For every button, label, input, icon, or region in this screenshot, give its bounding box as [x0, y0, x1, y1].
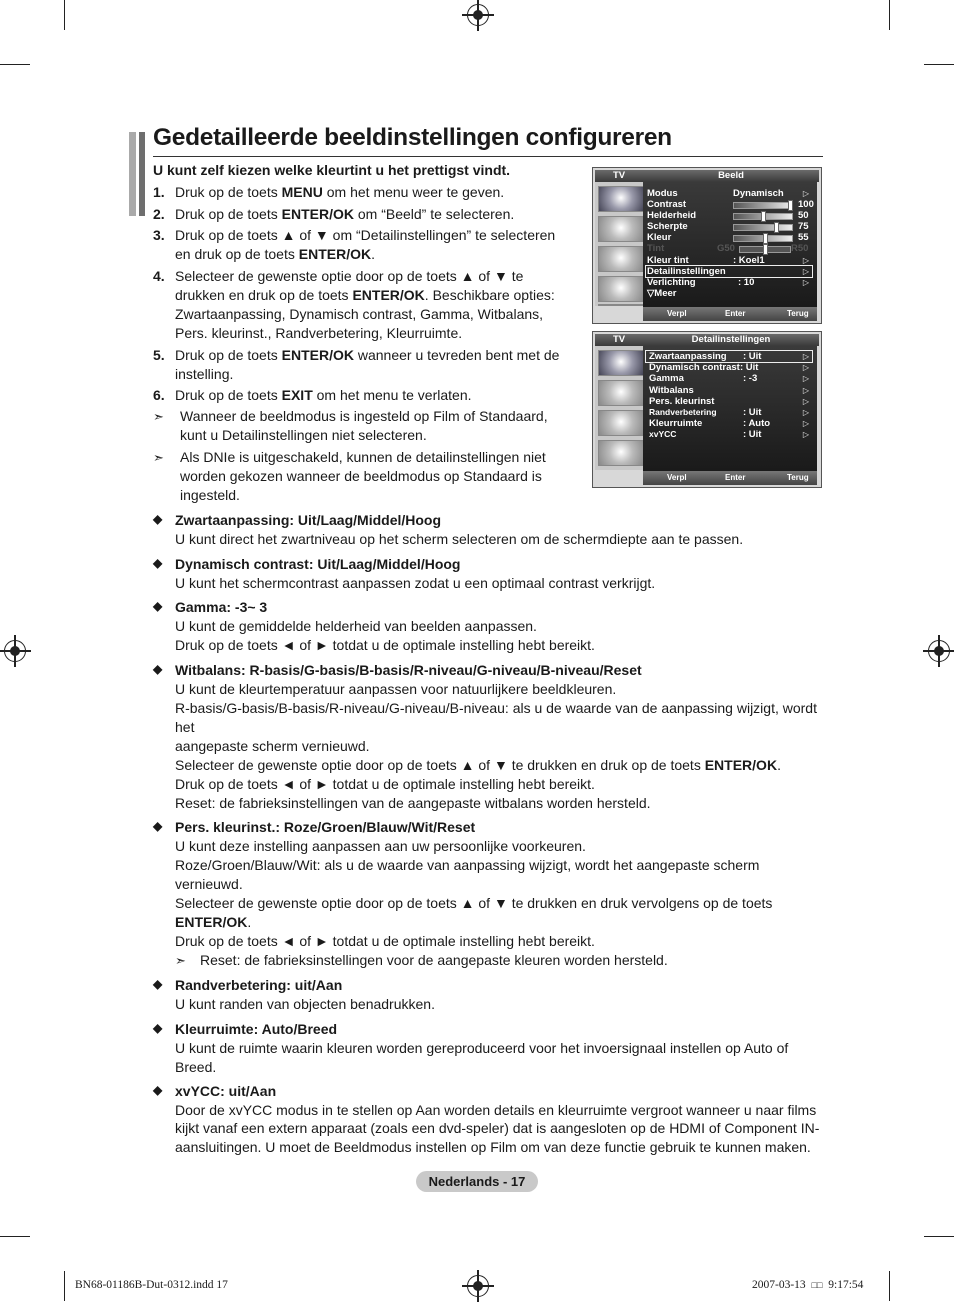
back-hint: Terug [787, 473, 809, 482]
note-item: ➣ Wanneer de beeldmodus is ingesteld op Film of Standaard, kunt u Detailinstellingen niet selecteren. [153, 408, 548, 443]
slider-knob [761, 211, 766, 222]
detail-menu-value: : Uit [740, 362, 759, 374]
registration-mark-icon [928, 640, 950, 662]
footer-date: 2007-03-13 □□ 9:17:54 [752, 1279, 864, 1291]
step-number: 6. [153, 387, 165, 403]
title-rule [153, 156, 823, 157]
move-hint: Verpl [667, 309, 687, 318]
crop-mark [924, 1236, 954, 1237]
registration-mark-icon [467, 4, 489, 26]
section-witbalans: ◆ Witbalans: R-basis/G-basis/B-basis/R-niveau/G-niveau/B-niveau/Reset U kunt de kleurtemperatuur aanpassen voor natuurlijkere beeldkleuren. R-basis/G-basis/B-basis/R-niveau/G-niveau/B-niveau: als u de waarde van de aanpassing wijzigt, wordt het aangepaste scherm vernieuwd. Selecteer de gewenste optie door op de toets ▲ of ▼ te drukken en druk op de toets ENTER/OK. Druk op de toets ◄ of ► totdat u de optimale instelling hebt bereikt. Reset: de fabrieksinstellingen van de aangepaste witbalans worden hersteld. [153, 662, 817, 811]
bullet-diamond-icon: ◆ [153, 977, 163, 991]
section-gamma: ◆ Gamma: -3~ 3 U kunt de gemiddelde helderheid van beelden aanpassen. Druk op de toets ◄ of ► totdat u de optimale instelling hebt bereikt. [153, 599, 595, 653]
bullet-diamond-icon: ◆ [153, 556, 163, 570]
slider-knob [774, 222, 779, 233]
channel-menu-icon [598, 246, 644, 272]
detail-menu-value: : Uit [743, 429, 762, 441]
submenu-arrow-icon: ▷ [802, 385, 809, 395]
section-kleurruimte: ◆ Kleurruimte: Auto/Breed U kunt de ruimte waarin kleuren worden gereproduceerd voor het invoersignaal instellen op Auto of Breed. [153, 1021, 789, 1075]
menu-screen-detailinstellingen: TV Detailinstellingen Zwartaanpassing : Uit ▷ Dynamisch contrast : Uit ▷ Gamma : -3 ▷ Witbalans ▷ Pers. kleurinst ▷ Randverbetering : Uit ▷ Kleurruimte : Auto ▷ xvYCC : Uit ▷ Verpl Enter Terug [592, 331, 822, 488]
bullet-diamond-icon: ◆ [153, 512, 163, 526]
submenu-arrow-icon: ▷ [802, 267, 809, 276]
footer-file: BN68-01186B-Dut-0312.indd 17 [75, 1279, 228, 1291]
step-item: 5. Druk op de toets ENTER/OK wanneer u tevreden bent met de instelling. [153, 347, 560, 382]
registration-mark-icon [467, 1275, 489, 1297]
section-xvycc: ◆ xvYCC: uit/Aan Door de xvYCC modus in te stellen op Aan worden details en kleurruimte vergroot wanneer u naar films kijkt vanaf een extern apparaat (zoals een dvd-speler) dat is aangesloten op de HDMI of Component IN-aansluitingen. U moet de Beeldmodus instellen op Film om van deze functie gebruik te kunnen maken. [153, 1083, 820, 1155]
submenu-arrow-icon: ▷ [802, 396, 809, 406]
back-hint: Terug [787, 309, 809, 318]
submenu-arrow-icon: ▷ [802, 430, 809, 440]
detail-menu-label: Kleurruimte [649, 418, 703, 430]
bullet-diamond-icon: ◆ [153, 1083, 163, 1097]
note-arrow-icon: ➣ [153, 409, 164, 424]
crop-mark [64, 1271, 65, 1301]
slider-knob [788, 200, 793, 211]
title-accent-bar [129, 132, 136, 216]
note-arrow-icon: ➣ [175, 953, 186, 968]
submenu-arrow-icon: ▷ [802, 278, 809, 287]
submenu-arrow-icon: ▷ [802, 256, 809, 265]
detail-menu-label: Gamma [649, 373, 684, 385]
setup-menu-icon [598, 440, 644, 466]
sound-menu-icon [598, 380, 644, 406]
step-number: 4. [153, 268, 165, 284]
menu-screen-beeld: TV Beeld Modus Dynamisch ▷ Contrast 100 Helderheid 50 Scherpte 75 Kleur 55 Tint G50 R50 Kleur tint : Koel1 ▷ Detailinstellingen ▷ Verlichting : 10 ▷ ▽Meer Verpl Enter Terug [592, 167, 822, 324]
picture-menu-icon [598, 350, 644, 376]
move-hint: Verpl [667, 473, 687, 482]
submenu-arrow-icon: ▷ [802, 189, 809, 198]
slider-knob [763, 244, 768, 255]
submenu-arrow-icon: ▷ [802, 408, 809, 417]
step-number: 5. [153, 347, 165, 363]
section-randverbetering: ◆ Randverbetering: uit/Aan U kunt randen van objecten benadrukken. [153, 977, 435, 1012]
detail-menu-label: xvYCC [649, 429, 677, 440]
crop-mark [64, 0, 65, 30]
detail-menu-label: Pers. kleurinst [649, 395, 715, 407]
crop-mark [0, 64, 30, 65]
enter-hint: Enter [725, 309, 746, 318]
channel-menu-icon [598, 410, 644, 436]
detail-menu-label: Randverbetering [649, 407, 717, 417]
detail-menu-label: Witbalans [649, 384, 694, 396]
step-number: 1. [153, 184, 165, 200]
setup-menu-icon [598, 276, 644, 302]
submenu-arrow-icon: ▷ [802, 374, 809, 384]
crop-mark [889, 1271, 890, 1301]
note-arrow-icon: ➣ [153, 450, 164, 465]
submenu-arrow-icon: ▷ [802, 419, 809, 429]
section-zwartaanpassing: ◆ Zwartaanpassing: Uit/Laag/Middel/Hoog U kunt direct het zwartniveau op het scherm selecteren om de schermdiepte aan te passen. [153, 512, 744, 547]
detail-menu-value: : Uit [743, 351, 762, 362]
step-item: 2. Druk op de toets ENTER/OK om “Beeld” te selecteren. [153, 206, 515, 222]
section-pers-kleurinst: ◆ Pers. kleurinst.: Roze/Groen/Blauw/Wit/Reset U kunt deze instelling aanpassen aan uw persoonlijke voorkeuren. Roze/Groen/Blauw/Wit: als u de waarde van aanpassing wijzigt, wordt het aangepaste scherm vernieuwd. Selecteer de gewenste optie door op de toets ▲ of ▼ te drukken en druk vervolgens op de toets ENTER/OK. Druk op de toets ◄ of ► totdat u de optimale instelling hebt bereikt. ➣ Reset: de fabrieksinstellingen voor de aangepaste kleuren worden hersteld. [153, 819, 773, 968]
bullet-diamond-icon: ◆ [153, 599, 163, 613]
enter-hint: Enter [725, 473, 746, 482]
registration-mark-icon [4, 640, 26, 662]
input-menu-icon [598, 304, 644, 306]
detail-menu-value: : -3 [743, 373, 758, 385]
detail-menu-value: : Uit [743, 407, 762, 418]
step-item: 4. Selecteer de gewenste optie door op de toets ▲ of ▼ te drukken en druk op de toets ENTER/OK. Beschikbare opties: Zwartaanpassing, Dynamisch contrast, Gamma, Witbalans, Pers. kleurinst., Randverbetering, Kleurruimte. [153, 268, 555, 341]
picture-menu-icon [598, 186, 644, 212]
page-title: Gedetailleerde beeldinstellingen configureren [153, 124, 672, 151]
step-item: 1. Druk op de toets MENU om het menu weer te geven. [153, 184, 505, 200]
submenu-arrow-icon: ▷ [802, 363, 809, 373]
sharpness-slider[interactable] [733, 224, 793, 231]
page-number-badge: Nederlands - 17 [416, 1171, 538, 1192]
step-item: 6. Druk op de toets EXIT om het menu te verlaten. [153, 387, 472, 403]
slider-knob [763, 233, 768, 244]
section-dynamisch-contrast: ◆ Dynamisch contrast: Uit/Laag/Middel/Hoog U kunt het schermcontrast aanpassen zodat u een optimaal contrast verkrijgt. [153, 556, 656, 591]
detail-menu-label: Dynamisch contrast [649, 362, 740, 374]
crop-mark [0, 1236, 30, 1237]
step-number: 3. [153, 227, 165, 243]
crop-mark [889, 0, 890, 30]
title-accent-bar [139, 132, 145, 216]
contrast-slider[interactable] [733, 202, 793, 209]
bullet-diamond-icon: ◆ [153, 819, 163, 833]
intro-text: U kunt zelf kiezen welke kleurtint u het prettigst vindt. [153, 162, 511, 178]
bullet-diamond-icon: ◆ [153, 662, 163, 676]
note-item: ➣ Als DNIe is uitgeschakeld, kunnen de detailinstellingen niet worden gekozen wanneer de beeldmodus op Standaard is ingesteld. [153, 449, 546, 503]
detail-menu-value: : Auto [743, 418, 771, 430]
detail-menu-label: Zwartaanpassing [649, 351, 727, 362]
step-number: 2. [153, 206, 165, 222]
sound-menu-icon [598, 216, 644, 242]
bullet-diamond-icon: ◆ [153, 1021, 163, 1035]
crop-mark [924, 64, 954, 65]
step-item: 3. Druk op de toets ▲ of ▼ om “Detailinstellingen” te selecteren en druk op de toets ENTER/OK. [153, 227, 556, 262]
submenu-arrow-icon: ▷ [802, 352, 809, 361]
